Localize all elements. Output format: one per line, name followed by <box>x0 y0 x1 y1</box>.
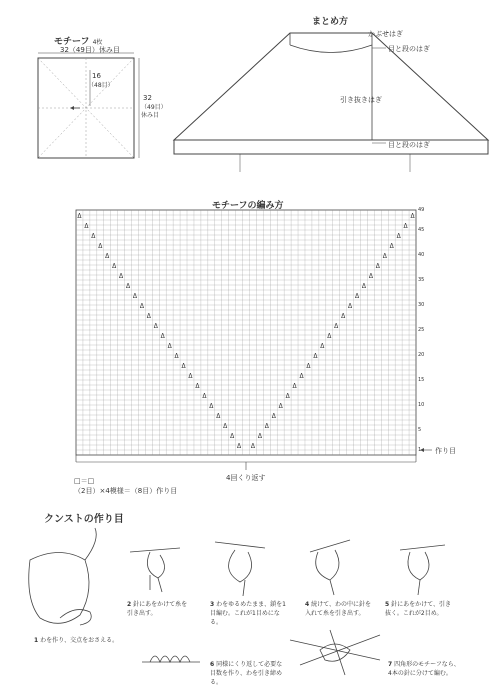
svg-text:ᐃ: ᐃ <box>410 213 415 220</box>
svg-text:ᐃ: ᐃ <box>389 243 394 250</box>
svg-text:ᐃ: ᐃ <box>230 433 235 440</box>
step-7-caption: 7 四角形のモチーフなら、4本の針に分けて編む。 <box>388 661 460 677</box>
chart-row-number: 30 <box>418 302 425 308</box>
step-5-caption: 5 針にあをかけて、引き抜く。これが2目め。 <box>385 601 451 617</box>
chart-row-number: 15 <box>418 377 425 383</box>
step-6-illustration <box>142 656 200 662</box>
svg-text:ᐃ: ᐃ <box>84 223 89 230</box>
svg-text:ᐃ: ᐃ <box>167 343 172 350</box>
svg-text:ᐃ: ᐃ <box>105 253 110 260</box>
chart-row-number: 49 <box>418 207 425 213</box>
svg-text:ᐃ: ᐃ <box>153 323 158 330</box>
svg-text:ᐃ: ᐃ <box>112 263 117 270</box>
svg-text:ᐃ: ᐃ <box>403 223 408 230</box>
svg-text:ᐃ: ᐃ <box>257 433 262 440</box>
step-7-illustration <box>290 630 380 675</box>
svg-text:ᐃ: ᐃ <box>368 273 373 280</box>
stitch-chart-grid <box>76 210 416 455</box>
svg-text:ᐃ: ᐃ <box>313 353 318 360</box>
svg-text:ᐃ: ᐃ <box>209 403 214 410</box>
assembly-label-bottom: 目と段のはぎ <box>388 141 430 149</box>
chart-bottom-label: 4回くり返す <box>226 474 266 482</box>
svg-text:ᐃ: ᐃ <box>98 243 103 250</box>
chart-row-number: 45 <box>418 227 425 233</box>
chart-row-number: 25 <box>418 327 425 333</box>
assembly-label-top: かぶせはぎ <box>368 30 403 38</box>
chart-title: モチーフの編み方 <box>212 201 284 211</box>
motif-square-diagram <box>38 53 139 158</box>
svg-text:ᐃ: ᐃ <box>237 443 242 450</box>
svg-text:ᐃ: ᐃ <box>361 283 367 290</box>
cast-on-title: クンストの作り目 <box>44 514 124 525</box>
chart-row-number: 1 <box>418 447 422 453</box>
step-4-illustration <box>310 540 350 595</box>
chart-row-number: 40 <box>418 252 425 258</box>
chart-legend-symbol: □＝□ <box>74 477 95 485</box>
assembly-diagram <box>174 33 488 172</box>
svg-text:ᐃ: ᐃ <box>341 313 346 320</box>
svg-text:ᐃ: ᐃ <box>271 413 276 420</box>
svg-text:ᐃ: ᐃ <box>160 333 165 340</box>
svg-text:ᐃ: ᐃ <box>202 393 207 400</box>
motif-right-dim-2: （49目） <box>141 104 167 111</box>
svg-text:ᐃ: ᐃ <box>125 283 131 290</box>
step-3-illustration <box>215 542 265 596</box>
chart-legend-repeat: （2目）×4模様＝（8目）作り目 <box>74 487 178 495</box>
svg-text:ᐃ: ᐃ <box>292 383 297 390</box>
chart-row-number: 20 <box>418 352 425 358</box>
step-2-illustration <box>130 548 180 592</box>
step-1-caption: 1 わを作り、交点をおさえる。 <box>34 637 119 644</box>
chart-row-number: 10 <box>418 402 425 408</box>
svg-text:ᐃ: ᐃ <box>174 353 179 360</box>
step-3-caption: 3 わをゆるめたまま、鎖を1目編む。これが1目めになる。 <box>210 601 286 626</box>
assembly-title: まとめ方 <box>312 17 349 27</box>
step-1-illustration <box>29 528 97 625</box>
svg-text:ᐃ: ᐃ <box>375 263 380 270</box>
svg-text:ᐃ: ᐃ <box>285 393 290 400</box>
step-4-caption: 4 続けて、わの中に針を入れて糸を引き出す。 <box>305 601 371 617</box>
assembly-label-mid: 引き抜きはぎ <box>340 96 382 104</box>
svg-text:ᐃ: ᐃ <box>188 373 193 380</box>
svg-text:ᐃ: ᐃ <box>132 293 138 300</box>
svg-text:ᐃ: ᐃ <box>223 423 228 430</box>
motif-title: モチーフ 4枚 <box>54 37 103 47</box>
svg-text:ᐃ: ᐃ <box>382 253 387 260</box>
motif-right-dim-1: 32 <box>143 94 152 102</box>
step-5-illustration <box>400 545 445 595</box>
assembly-label-side-top: 目と段のはぎ <box>388 45 430 53</box>
svg-text:ᐃ: ᐃ <box>264 423 269 430</box>
chart-row-number: 5 <box>418 427 422 433</box>
svg-text:ᐃ: ᐃ <box>396 233 401 240</box>
svg-text:ᐃ: ᐃ <box>250 443 255 450</box>
motif-right-dim-3: 休み目 <box>141 112 160 119</box>
svg-text:ᐃ: ᐃ <box>278 403 283 410</box>
svg-text:ᐃ: ᐃ <box>354 293 360 300</box>
chart-row-number: 35 <box>418 277 425 283</box>
step-2-caption: 2 針にあをかけて糸を引き出す。 <box>127 601 188 617</box>
step-6-caption: 6 同様にくり返して必要な目数を作り、わを引き締める。 <box>210 661 283 686</box>
svg-text:ᐃ: ᐃ <box>77 213 82 220</box>
svg-text:ᐃ: ᐃ <box>327 333 332 340</box>
motif-inner-dim-1: 16 <box>92 72 101 80</box>
svg-text:ᐃ: ᐃ <box>216 413 221 420</box>
chart-repeat-bracket <box>76 455 416 470</box>
motif-top-dimension: 32（49目）休み目 <box>60 46 120 54</box>
chart-right-label: 作り目 <box>435 447 456 455</box>
svg-text:ᐃ: ᐃ <box>195 383 200 390</box>
cast-on-arrow <box>420 448 432 452</box>
svg-text:ᐃ: ᐃ <box>348 303 353 310</box>
motif-inner-dim-2: （48目） <box>88 82 114 89</box>
svg-text:ᐃ: ᐃ <box>139 303 144 310</box>
svg-text:ᐃ: ᐃ <box>306 363 311 370</box>
svg-text:ᐃ: ᐃ <box>299 373 304 380</box>
svg-text:ᐃ: ᐃ <box>146 313 151 320</box>
svg-text:ᐃ: ᐃ <box>91 233 96 240</box>
svg-text:ᐃ: ᐃ <box>334 323 339 330</box>
svg-text:ᐃ: ᐃ <box>181 363 186 370</box>
svg-text:ᐃ: ᐃ <box>320 343 325 350</box>
svg-text:ᐃ: ᐃ <box>119 273 124 280</box>
